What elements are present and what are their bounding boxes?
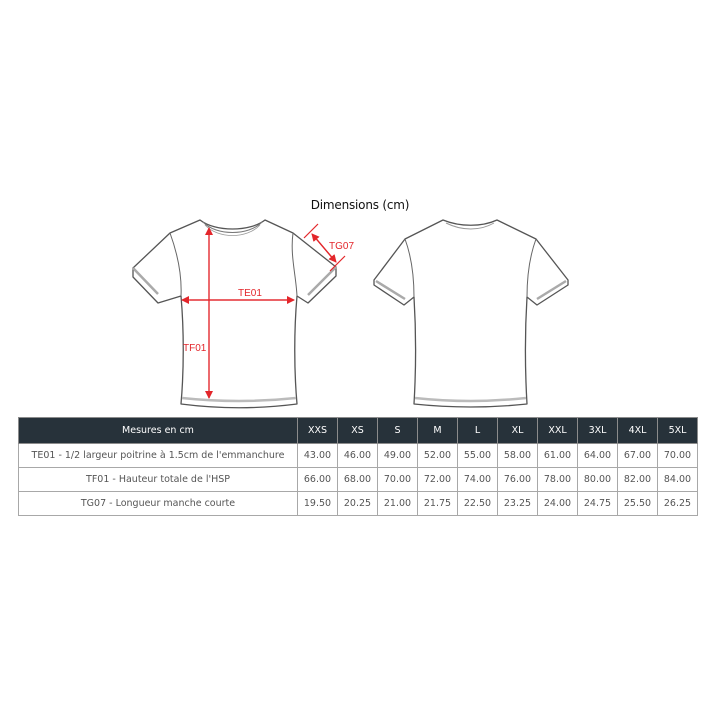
header-size: 4XL <box>618 418 658 444</box>
chart-title: Dimensions (cm) <box>310 198 410 212</box>
cell-value: 78.00 <box>538 468 578 492</box>
header-size: L <box>458 418 498 444</box>
cell-value: 26.25 <box>658 492 698 516</box>
cell-value: 49.00 <box>378 444 418 468</box>
table-row <box>19 444 698 468</box>
cell-value: 66.00 <box>298 468 338 492</box>
row-label: TE01 - 1/2 largeur poitrine à 1.5cm de l'emmanchure <box>19 444 298 468</box>
tf01-label: TF01 <box>183 343 207 354</box>
te01-label: TE01 <box>238 288 262 299</box>
cell-value: 21.00 <box>378 492 418 516</box>
cell-value: 43.00 <box>298 444 338 468</box>
row-label: TG07 - Longueur manche courte <box>19 492 298 516</box>
cell-value: 58.00 <box>498 444 538 468</box>
header-size: XL <box>498 418 538 444</box>
cell-value: 80.00 <box>578 468 618 492</box>
cell-value: 68.00 <box>338 468 378 492</box>
cell-value: 64.00 <box>578 444 618 468</box>
cell-value: 24.00 <box>538 492 578 516</box>
back-tshirt <box>374 220 568 407</box>
cell-value: 25.50 <box>618 492 658 516</box>
cell-value: 20.25 <box>338 492 378 516</box>
cell-value: 67.00 <box>618 444 658 468</box>
table-header-row <box>19 418 698 444</box>
cell-value: 74.00 <box>458 468 498 492</box>
front-tshirt <box>133 220 336 408</box>
cell-value: 52.00 <box>418 444 458 468</box>
row-label: TF01 - Hauteur totale de l'HSP <box>19 468 298 492</box>
cell-value: 19.50 <box>298 492 338 516</box>
size-table <box>18 417 698 516</box>
header-size: 5XL <box>658 418 698 444</box>
cell-value: 46.00 <box>338 444 378 468</box>
cell-value: 84.00 <box>658 468 698 492</box>
cell-value: 24.75 <box>578 492 618 516</box>
cell-value: 70.00 <box>658 444 698 468</box>
header-size: XS <box>338 418 378 444</box>
cell-value: 82.00 <box>618 468 658 492</box>
header-size: M <box>418 418 458 444</box>
cell-value: 23.25 <box>498 492 538 516</box>
table-row <box>19 468 698 492</box>
cell-value: 22.50 <box>458 492 498 516</box>
cell-value: 72.00 <box>418 468 458 492</box>
cell-value: 70.00 <box>378 468 418 492</box>
cell-value: 21.75 <box>418 492 458 516</box>
table-row <box>19 492 698 516</box>
cell-value: 55.00 <box>458 444 498 468</box>
header-size: XXL <box>538 418 578 444</box>
header-size: S <box>378 418 418 444</box>
cell-value: 76.00 <box>498 468 538 492</box>
header-size: 3XL <box>578 418 618 444</box>
cell-value: 61.00 <box>538 444 578 468</box>
header-measures: Mesures en cm <box>19 418 298 444</box>
header-size: XXS <box>298 418 338 444</box>
tg07-label: TG07 <box>329 241 355 252</box>
